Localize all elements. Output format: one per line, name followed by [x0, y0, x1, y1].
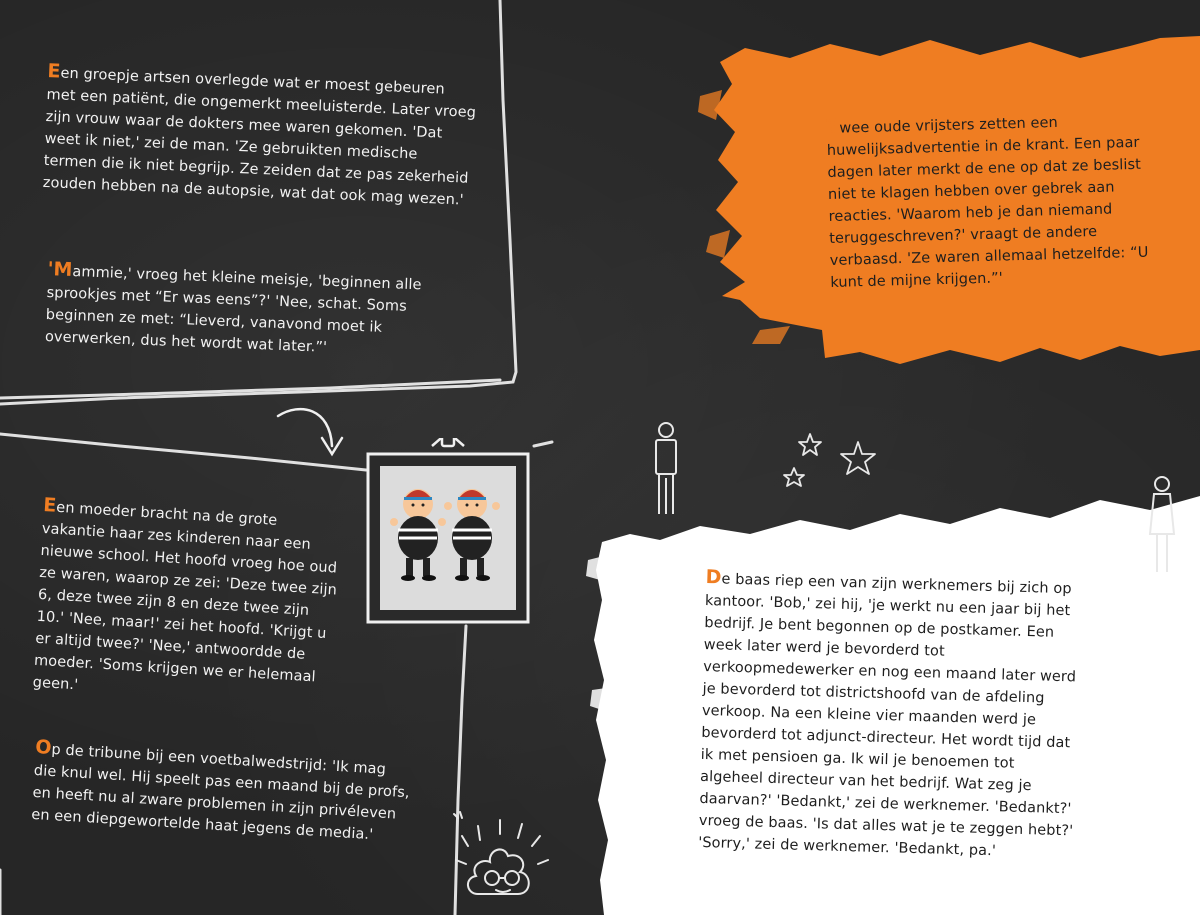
- drop-cap: E: [42, 494, 58, 517]
- joke-text: wee oude vrijsters zetten een huwelijksadvertentie in de krant. Een paar dagen later merkt de ene op dat ze beslist niet te klagen hebben over gebrek aan reacties. 'Waarom heb je dan niemand teruggeschreven?' vraagt de andere verbaasd. 'Ze waren allemaal hetzelfde: “U kunt de mijne krijgen.”': [826, 114, 1149, 291]
- twins-picture-icon: [362, 438, 534, 626]
- curved-arrow-icon: [270, 398, 350, 468]
- joke-text: en groepje artsen overlegde wat er moest gebeuren met een patiënt, die ongemerkt meeluisterde. Later vroeg zijn vrouw waar de dokters mee waren gekomen. 'Dat weet ik niet,' zei de man. 'Ze gebruikten medische termen die ik niet begrijp. Ze zeiden dat ze pas zekerheid zouden hebben na de autopsie, wat dat ook mag wezen.': [42, 65, 477, 209]
- joke-text: e baas riep een van zijn werknemers bij zich op kantoor. 'Bob,' zei hij, 'je werkt nu een jaar bij het bedrijf. Je bent begonnen op de postkamer. Een week later werd je bevorderd tot verkoopmedewerker en nog een maand later werd je bevorderd tot districtshoofd van de afdeling verkoop. Na een kleine vier maanden werd je bevorderd tot adjunct-directeur. Het wordt tijd dat ik met pensioen ga. Ik wil je benoemen tot algeheel directeur van het bedrijf. Wat zeg je daarvan?' 'Bedankt,' zei de werknemer. 'Bedankt?' vroeg de baas. 'Is dat alles wat je te zeggen hebt?' 'Sorry,' zei de werknemer. 'Bedankt, pa.': [698, 571, 1077, 860]
- drop-cap: E: [47, 60, 62, 83]
- joke-mother: [32, 494, 343, 711]
- drop-cap: 'M: [47, 258, 73, 281]
- woman-figure-icon: [1140, 474, 1184, 578]
- drop-cap: D: [705, 566, 722, 589]
- poop-emoji-icon: [448, 806, 558, 906]
- twins-picture-frame: [362, 438, 534, 626]
- joke-text: ammie,' vroeg het kleine meisje, 'beginnen alle sprookjes met “Er was eens”?' 'Nee, schat. Soms beginnen ze met: “Lieverd, vanavond moet ik overwerken, dus het wordt wat later.”': [44, 263, 422, 356]
- joke-spinsters: [826, 107, 1161, 294]
- drop-cap: O: [34, 736, 53, 759]
- drop-cap: T: [826, 115, 840, 138]
- man-figure-icon: [646, 420, 690, 520]
- joke-fairytales: [45, 258, 456, 364]
- joke-text: en moeder bracht na de grote vakantie haar zes kinderen naar een nieuwe school. Het hoofd vroeg hoe oud ze waren, waarop ze zei: 'Deze twee zijn 6, deze twee zijn 8 en deze twee zijn 10.' 'Nee, maar!' zei het hoofd. 'Krijgt u er altijd twee?' 'Nee,' antwoordde de moeder. 'Soms krijgen we er helemaal geen.': [32, 499, 338, 694]
- joke-doctors: [42, 60, 477, 212]
- joke-boss: [698, 566, 1086, 864]
- joke-text: p de tribune bij een voetbalwedstrijd: 'Ik mag die knul wel. Hij speelt pas een maand bij de profs, en heeft nu al zware problemen in zijn privéleven en een diepgewortelde haat jegens de media.': [30, 741, 411, 844]
- star-icon: [776, 428, 896, 498]
